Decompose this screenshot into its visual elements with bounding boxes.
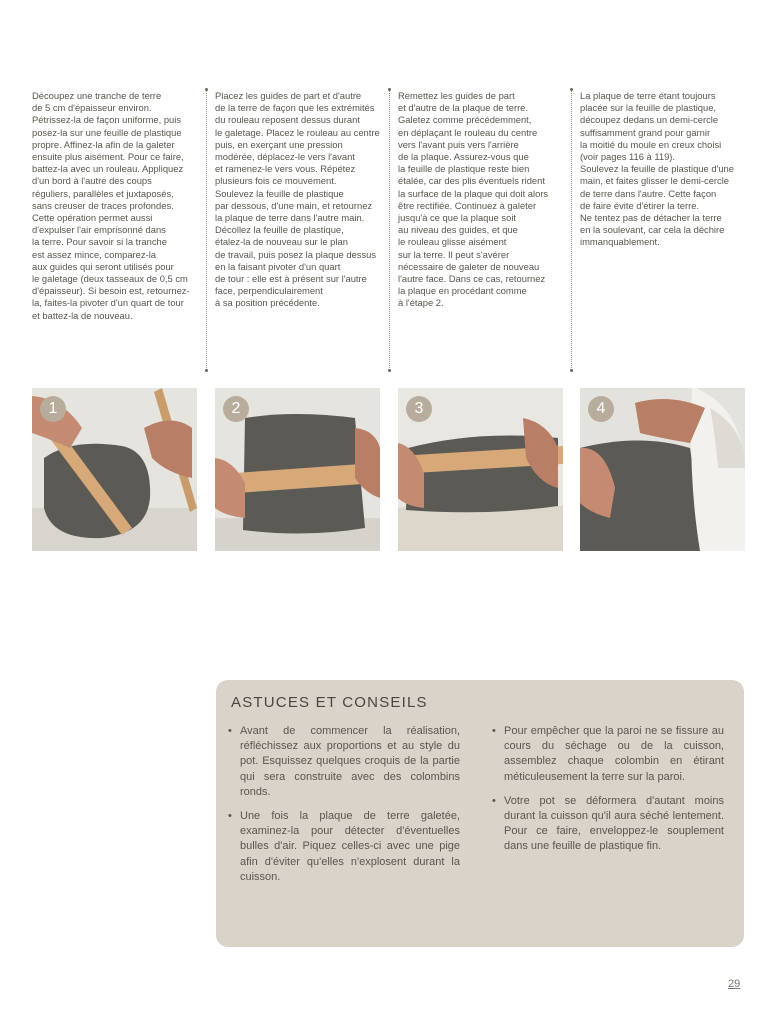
column-divider bbox=[206, 90, 207, 370]
column-divider bbox=[389, 90, 390, 370]
step-badge: 2 bbox=[223, 396, 249, 422]
tip-item: • Une fois la plaque de terre galetée, examinez-la pour détecter d'éventuelles bulles d'air. Piquez celles-ci avec une pige afin d'éviter qu'elles n'explosent durant la cuisson. bbox=[228, 810, 460, 883]
step-badge: 4 bbox=[588, 396, 614, 422]
step-badge: 1 bbox=[40, 396, 66, 422]
tip-item: • Pour empêcher que la paroi ne se fissure au cours du séchage ou de la cuisson, assemblez chaque colombin en étirant méticuleusement la terre sur la paroi. bbox=[492, 725, 724, 783]
step-3-photo bbox=[398, 388, 563, 551]
column-divider bbox=[571, 90, 572, 370]
page-number: 29 bbox=[728, 978, 741, 990]
step-1-photo bbox=[32, 388, 197, 551]
step-2-photo bbox=[215, 388, 380, 551]
step-badge: 3 bbox=[406, 396, 432, 422]
step-1-instructions: Découpez une tranche de terre de 5 cm d'épaisseur environ. Pétrissez-la de façon uniforme, puis posez-la sur une feuille de plastique propre. Affinez-la afin de la galeter ensuite plus aisément. Pour ce faire, battez-la avec un rouleau. Appliquez d'un bord à l'autre des coups réguliers, parallèles et juxtaposés, sans creuser de traces profondes. Cette opération permet aussi d'expulser l'air emprisonné dans la terre. Pour savoir si la tranche est assez mince, comparez-la aux guides qui seront utilisés pour le galetage (deux tasseaux de 0,5 cm d'épaisseur). Si besoin est, retournez- la, faites-la pivoter d'un quart de tour et battez-la de nouveau. bbox=[32, 90, 190, 321]
tips-box bbox=[216, 680, 744, 947]
step-2-instructions: Placez les guides de part et d'autre de la terre de façon que les extrémités du rouleau reposent dessus durant le galetage. Placez le rouleau au centre puis, en exerçant une pression modérée, déplacez-le vers l'avant et ramenez-le vers vous. Répétez plusieurs fois ce mouvement. Soulevez la feuille de plastique par dessous, d'une main, et retournez la plaque de terre dans l'autre main. Décollez la feuille de plastique, étalez-la de nouveau sur le plan de travail, puis posez la plaque dessus en la faisant pivoter d'un quart de tour : elle est à présent sur l'autre face, perpendiculairement à sa position précédente. bbox=[215, 90, 380, 309]
step-4-photo bbox=[580, 388, 745, 551]
tips-title: ASTUCES ET CONSEILS bbox=[231, 694, 428, 711]
tip-item: • Avant de commencer la réalisation, réfléchissez aux proportions et au style du pot. Esquissez quelques croquis de la partie qui sera construite avec des colombins ronds. bbox=[228, 725, 460, 798]
tips-column-left bbox=[228, 724, 460, 894]
step-3-instructions: Remettez les guides de part et d'autre de la plaque de terre. Galetez comme précédemment, en déplaçant le rouleau du centre vers l'avant puis vers l'arrière de la plaque. Assurez-vous que la feuille de plastique reste bien étalée, car des plis éventuels rident la surface de la plaque qui doit alors être rectifiée. Continuez à galeter jusqu'à ce que la plaque soit au niveau des guides, et que le rouleau glisse aisément sur la terre. Il peut s'avérer nécessaire de galeter de nouveau l'autre face. Dans ce cas, retournez la plaque en procédant comme à l'étape 2. bbox=[398, 90, 549, 309]
tips-column-right bbox=[492, 724, 724, 864]
step-4-instructions: La plaque de terre étant toujours placée sur la feuille de plastique, découpez dedans un demi-cercle suffisamment grand pour garnir la moitié du moule en creux choisi (voir pages 116 à 119). Soulevez la feuille de plastique d'une main, et faites glisser le demi-cercle de terre dans l'autre. Cette façon de faire évite d'étirer la terre. Ne tentez pas de détacher la terre en la soulevant, car cela la déchire immanquablement. bbox=[580, 90, 734, 248]
tip-item: • Votre pot se déformera d'autant moins durant la cuisson qu'il aura séché lentement. Pour ce faire, enveloppez-le souplement dans une feuille de plastique fin. bbox=[492, 794, 724, 853]
